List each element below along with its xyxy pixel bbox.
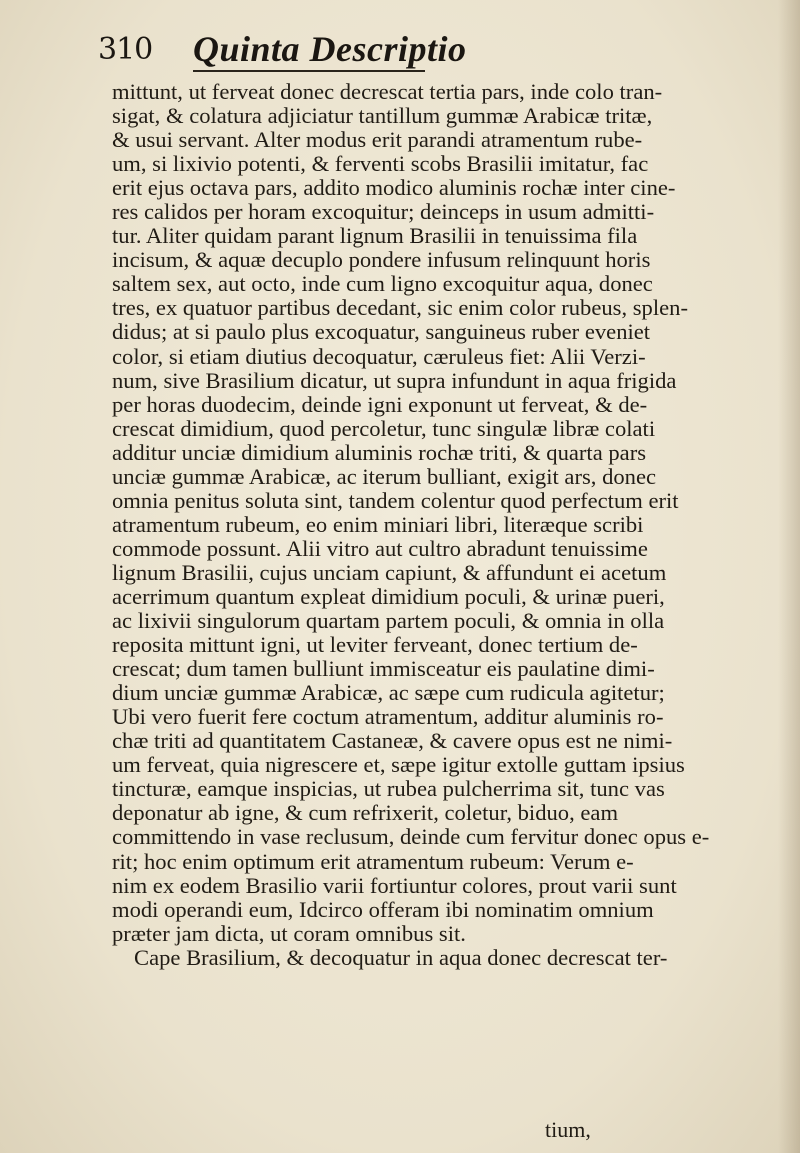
text-line: nim ex eodem Brasilio varii fortiuntur colores, prout varii sunt <box>112 872 677 898</box>
text-line: dium unciæ gummæ Arabicæ, ac sæpe cum rudicula agitetur; <box>112 680 665 706</box>
text-line: rit; hoc enim optimum erit atramentum rubeum: Verum e- <box>112 848 634 874</box>
text-line: commode possunt. Alii vitro aut cultro abradunt tenuissime <box>112 535 648 561</box>
body-text <box>112 79 710 970</box>
text-line: omnia penitus soluta sint, tandem colentur quod perfectum erit <box>112 487 679 513</box>
text-line: chæ triti ad quantitatem Castaneæ, & cavere opus est ne nimi- <box>112 728 673 754</box>
text-line: um, si lixivio potenti, & ferventi scobs Brasilii imitatur, fac <box>112 151 649 177</box>
title-underline <box>193 70 425 72</box>
text-line: unciæ gummæ Arabicæ, ac iterum bulliant, exigit ars, donec <box>112 463 657 489</box>
text-line: per horas duodecim, deinde igni exponunt ut ferveat, & de- <box>112 391 648 417</box>
text-line: additur unciæ dimidium aluminis rochæ triti, & quarta pars <box>112 439 647 465</box>
text-line: tres, ex quatuor partibus decedant, sic enim color rubeus, splen- <box>112 295 688 321</box>
text-line: tincturæ, eamque inspicias, ut rubea pulcherrima sit, tunc vas <box>112 776 665 802</box>
text-line: Ubi vero fuerit fere coctum atramentum, additur aluminis ro- <box>112 704 664 730</box>
text-line: crescat; dum tamen bulliunt immisceatur eis paulatine dimi- <box>112 656 655 682</box>
text-line: reposita mittunt igni, ut leviter ferveant, donec tertium de- <box>112 632 638 658</box>
text-line: deponatur ab igne, & cum refrixerit, coletur, biduo, eam <box>112 800 619 826</box>
text-line: erit ejus octava pars, addito modico aluminis rochæ inter cine- <box>112 175 676 201</box>
text-line: res calidos per horam excoquitur; deinceps in usum admitti- <box>112 199 655 225</box>
catchword: tium, <box>545 1117 591 1142</box>
text-line: acerrimum quantum expleat dimidium poculi, & urinæ pueri, <box>112 583 665 609</box>
text-line: modi operandi eum, Idcirco offeram ibi nominatim omnium <box>112 896 654 922</box>
text-line: ac lixivii singulorum quartam partem poculi, & omnia in olla <box>112 608 665 634</box>
text-line: incisum, & aquæ decuplo pondere infusum relinquunt horis <box>112 247 651 273</box>
page-gutter-shadow <box>778 0 800 1153</box>
text-line: præter jam dicta, ut coram omnibus sit. <box>112 920 466 946</box>
page-header <box>98 22 658 74</box>
text-line: lignum Brasilii, cujus unciam capiunt, & affundunt ei acetum <box>112 559 667 585</box>
text-line: & usui servant. Alter modus erit parandi atramentum rube- <box>112 127 643 153</box>
text-line: num, sive Brasilium dicatur, ut supra infundunt in aqua frigida <box>112 367 677 393</box>
text-line: tur. Aliter quidam parant lignum Brasilii in tenuissima fila <box>112 223 638 249</box>
text-line: sigat, & colatura adjiciatur tantillum gummæ Arabicæ tritæ, <box>112 103 653 129</box>
text-line: color, si etiam diutius decoquatur, cæruleus fiet: Alii Verzi- <box>112 343 646 369</box>
text-line: didus; at si paulo plus excoquatur, sanguineus ruber eveniet <box>112 319 651 345</box>
text-line: mittunt, ut ferveat donec decrescat tertia pars, inde colo tran- <box>112 79 663 104</box>
text-line: crescat dimidium, quod percoletur, tunc singulæ libræ colati <box>112 415 656 441</box>
text-line: um ferveat, quia nigrescere et, sæpe igitur extolle guttam ipsius <box>112 752 685 778</box>
text-line: committendo in vase reclusum, deinde cum fervitur donec opus e- <box>112 824 710 850</box>
page-number: 310 <box>98 32 153 67</box>
text-line: atramentum rubeum, eo enim miniari libri, literæque scribi <box>112 511 644 537</box>
text-line: saltem sex, aut octo, inde cum ligno excoquitur aqua, donec <box>112 271 653 297</box>
running-title: Quinta Descriptio <box>193 29 467 69</box>
text-line: Cape Brasilium, & decoquatur in aqua donec decrescat ter- <box>134 944 668 970</box>
